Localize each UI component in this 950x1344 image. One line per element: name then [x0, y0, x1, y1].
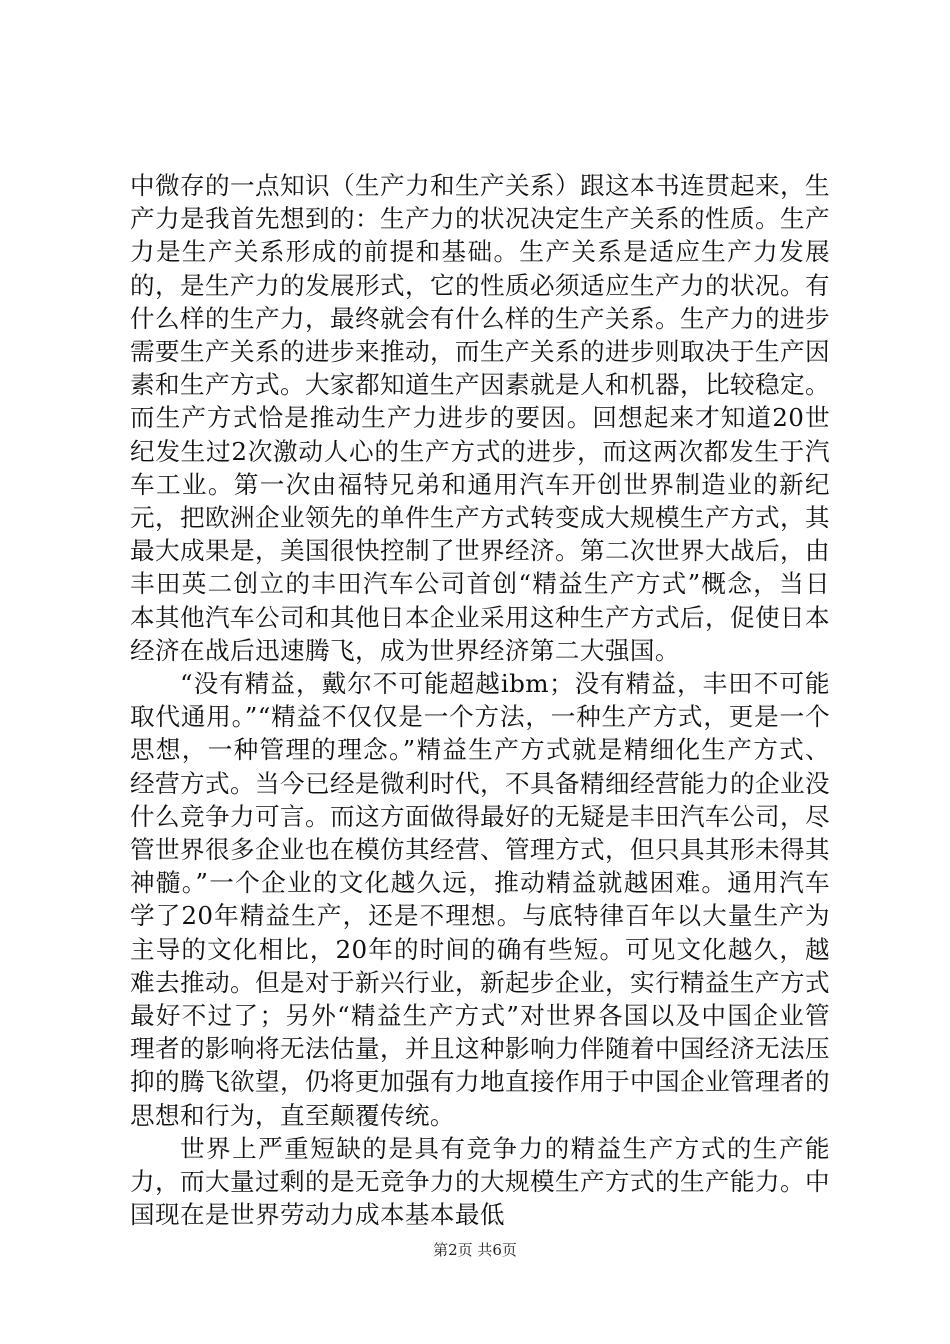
page-number-label: 第2页 共6页	[433, 1241, 517, 1259]
paragraph-1: 中微存的一点知识（生产力和生产关系）跟这本书连贯起来，生产力是我首先想到的：生产力的状况决定生产关系的性质。生产力是生产关系形成的前提和基础。生产关系是适应生产力发展的，是生产力的发展形式，它的性质必须适应生产力的状况。有什么样的生产力，最终就会有什么样的生产关系。生产力的进步需要生产关系的进步来推动，而生产关系的进步则取决于生产因素和生产方式。大家都知道生产因素就是人和机器，比较稳定。而生产方式恰是推动生产力进步的要因。回想起来才知道20世纪发生过2次激动人心的生产方式的进步，而这两次都发生于汽车工业。第一次由福特兄弟和通用汽车开创世界制造业的新纪元，把欧洲企业领先的单件生产方式转变成大规模生产方式，其最大成果是，美国很快控制了世界经济。第二次世界大战后，由丰田英二创立的丰田汽车公司首创“精益生产方式”概念，当日本其他汽车公司和其他日本企业采用这种生产方式后，促使日本经济在战后迅速腾飞，成为世界经济第二大强国。	[130, 171, 830, 665]
page-footer	[0, 1240, 950, 1260]
paragraph-2: “没有精益，戴尔不可能超越ibm；没有精益，丰田不可能取代通用。”“精益不仅仅是一个方法，一种生产方式，更是一个思想，一种管理的理念。”精益生产方式就是精细化生产方式、经营方式。当今已经是微利时代，不具备精细经营能力的企业没什么竞争力可言。而这方面做得最好的无疑是丰田汽车公司，尽管世界很多企业也在模仿其经营、管理方式，但只具其形未得其神髓。”一个企业的文化越久远，推动精益就越困难。通用汽车学了20年精益生产，还是不理想。与底特律百年以大量生产为主导的文化相比，20年的时间的确有些短。可见文化越久，越难去推动。但是对于新兴行业，新起步企业，实行精益生产方式最好不过了；另外“精益生产方式”对世界各国以及中国企业管理者的影响将无法估量，并且这种影响力伴随着中国经济无法压抑的腾飞欲望，仍将更加强有力地直接作用于中国企业管理者的思想和行为，直至颠覆传统。	[130, 669, 830, 1130]
paragraph-3: 世界上严重短缺的是具有竞争力的精益生产方式的生产能力，而大量过剩的是无竞争力的大规模生产方式的生产能力。中国现在是世界劳动力成本基本最低	[130, 1133, 830, 1230]
body-text	[130, 169, 830, 1232]
